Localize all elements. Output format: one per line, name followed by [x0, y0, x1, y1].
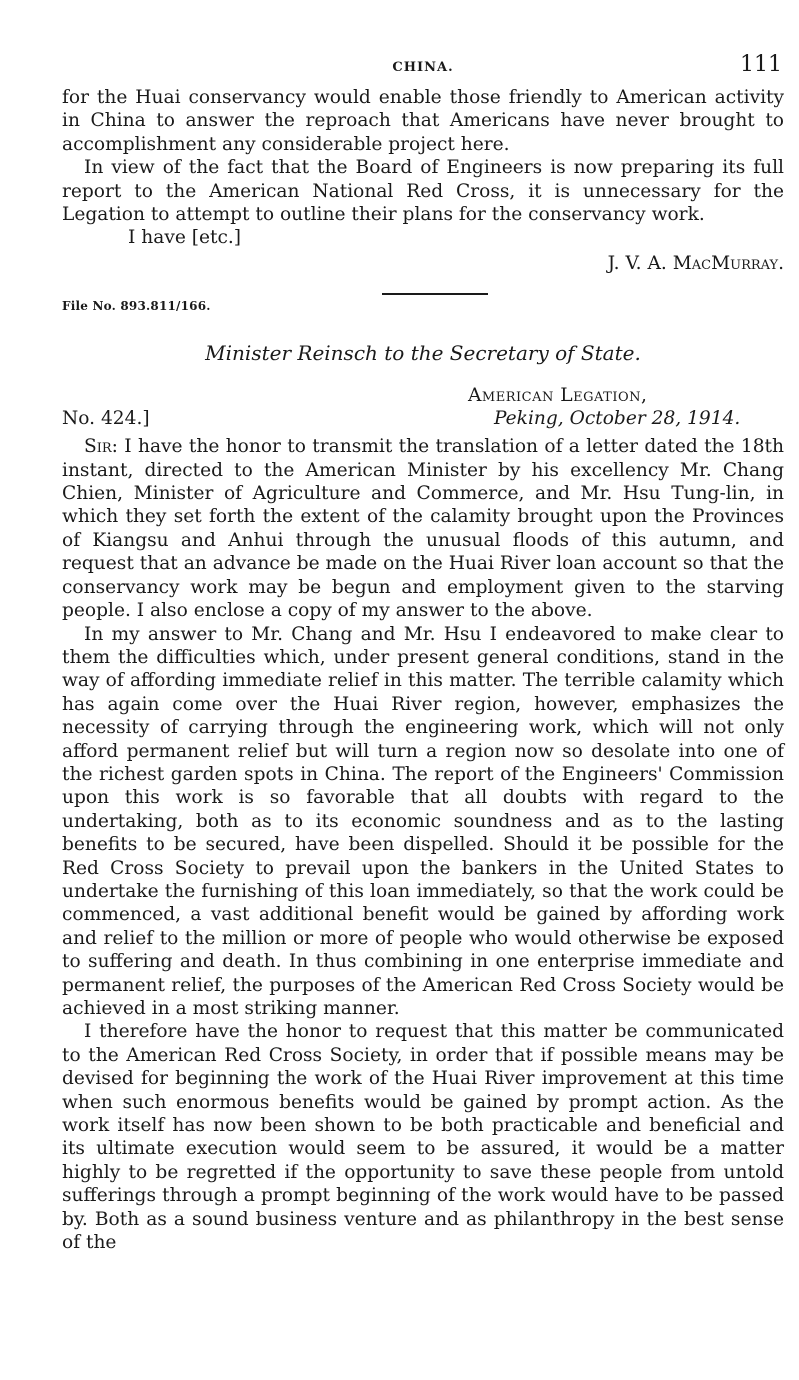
page-number: 111: [740, 52, 782, 77]
document-title: Minister Reinsch to the Secretary of State.: [205, 341, 641, 366]
page-header: [62, 52, 784, 86]
continuation-paragraph: for the Huai conservancy would enable those friendly to American activity in China to answer the reproach that Americans have never brought to accomplishment any considerable project here.: [62, 87, 784, 155]
document-page: [62, 52, 784, 1254]
letter-heading: [62, 385, 784, 435]
salutation: Sir:: [84, 436, 118, 458]
section-divider: [382, 293, 488, 295]
place-and-date: Peking, October 28, 1914.: [494, 408, 741, 430]
legation-address: American Legation,: [468, 385, 648, 407]
signature-name: J. V. A. MacMurray.: [607, 252, 784, 274]
signature-macmurray: [62, 252, 784, 275]
board-of-engineers-paragraph: In view of the fact that the Board of Engineers is now preparing its full report to the American National Red Cross, it is unnecessary for the Legation to attempt to outline their plans for the conservancy work.: [62, 157, 784, 226]
closing-formula: I have [etc.]: [128, 227, 242, 249]
letter-paragraph-1: [62, 435, 784, 622]
letter-paragraph-2: In my answer to Mr. Chang and Mr. Hsu I endeavored to make clear to them the difficulties which, under present general conditions, stand in the way of affording immediate relief in this matter. The terrible calamity which has again come over the Huai River region, however, emphasizes the necessity of carrying through the engineering work, which will not only afford permanent relief but will turn a region now so desolate into one of the richest garden spots in China. The report of the Engineers' Commission upon this work is so favorable that all doubts with regard to the undertaking, both as to its economic soundness and as to the lasting benefits to be secured, have been dispelled. Should it be possible for the Red Cross Society to prevail upon the bankers in the United States to undertake the furnishing of this loan immediately, so that the work could be commenced, a vast additional benefit would be gained by affording work and relief to the million or more of people who would otherwise be exposed to suffering and death. In thus combining in one enterprise immediate and permanent relief, the purposes of the American Red Cross Society would be achieved in a most striking manner.: [62, 623, 784, 1019]
file-number: File No. 893.811/166.: [62, 299, 211, 314]
running-title: CHINA.: [392, 60, 454, 75]
letter-paragraph-3: I therefore have the honor to request that this matter be communicated to the American Red Cross Society, in order that if possible means may be devised for beginning the work of the Huai River improvement at this time when such enormous benefits would be gained by prompt action. As the work itself has now been shown to be both practicable and beneficial and its ultimate execution would seem to be assured, it would be a matter highly to be regretted if the opportunity to save these people from untold sufferings through a prompt beginning of the work would have to be passed by. Both as a sound business venture and as philanthropy in the best sense of the: [62, 1021, 784, 1254]
document-number: No. 424.]: [62, 408, 150, 430]
letter-paragraph-1-text: I have the honor to transmit the translation of a letter dated the 18th instant, directed to the American Minister by his excellency Mr. Chang Chien, Minister of Agriculture and Commerce, and Mr. Hsu Tung-lin, in which they set forth the extent of the calamity brought upon the Provinces of Kiangsu and Anhui through the unusual floods of this autumn, and request that an advance be made on the Huai River loan account so that the conservancy work may be begun and employment given to the starving people. I also enclose a copy of my answer to the above.: [62, 436, 784, 622]
